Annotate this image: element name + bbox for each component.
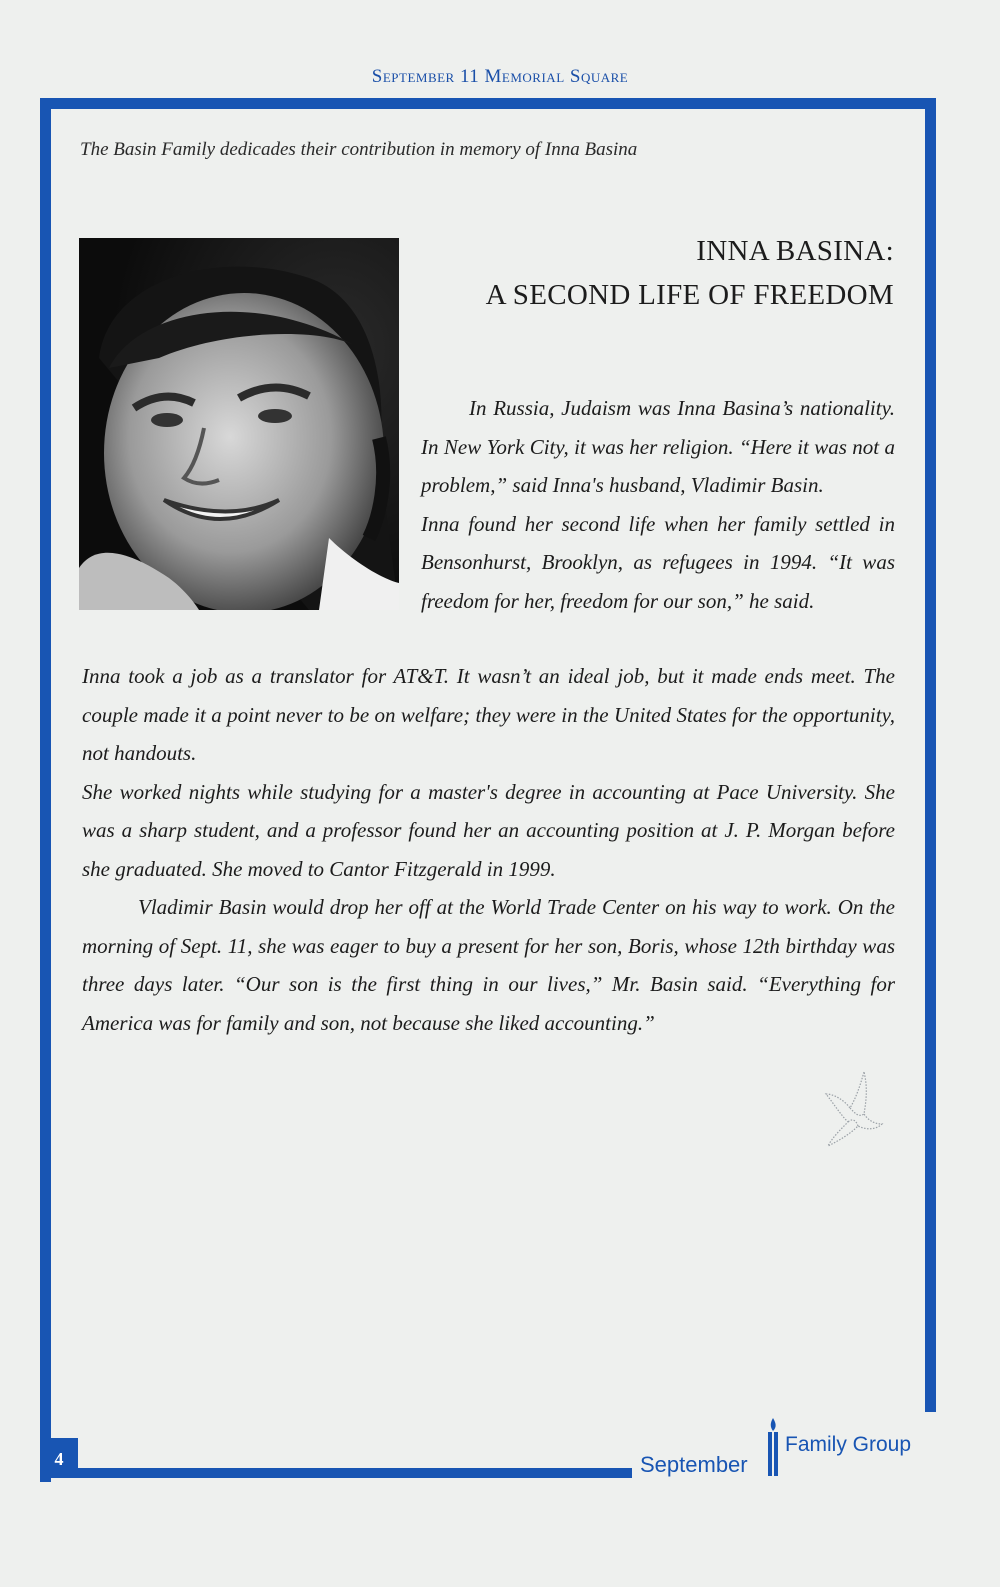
logo-family-group-text: Family Group <box>785 1433 912 1456</box>
page-number: 4 <box>40 1438 78 1478</box>
september-family-group-logo <box>640 1418 940 1484</box>
flame-mark-icon <box>766 1418 780 1476</box>
article-title <box>486 229 894 317</box>
paragraph-2: Inna found her second life when her family settled in Bensonhurst, Brooklyn, as refugees in 1994. “It was freedom for her, freedom for our son,” he said. <box>421 511 895 613</box>
article-column-full <box>82 657 895 1042</box>
title-line-2: A SECOND LIFE OF FREEDOM <box>485 279 894 311</box>
dove-icon <box>820 1068 886 1154</box>
paragraph-1: In Russia, Judaism was Inna Basina’s nationality. In New York City, it was her religion. “Here it was not a problem,” said Inna's husband, Vladimir Basin. <box>421 396 895 497</box>
title-line-1: INNA BASINA: <box>696 235 894 267</box>
paragraph-3: Inna took a job as a translator for AT&T. It wasn’t an ideal job, but it made ends meet. The couple made it a point never to be on welfare; they were in the United States for the opportunity, not handouts. <box>82 664 895 765</box>
dedication-line: The Basin Family dedicades their contribution in memory of Inna Basina <box>80 139 638 160</box>
article-column-right <box>421 389 895 620</box>
paragraph-4: She worked nights while studying for a master's degree in accounting at Pace University. She was a sharp student, and a professor found her an accounting position at J. P. Morgan before she graduated. She moved to Cantor Fitzgerald in 1999. <box>82 779 895 881</box>
logo-september-text: September <box>640 1452 748 1477</box>
paragraph-5: Vladimir Basin would drop her off at the World Trade Center on his way to work. On the morning of Sept. 11, she was eager to buy a present for her son, Boris, whose 12th birthday was three days later. “Our son is the first thing in our lives,” Mr. Basin said. “Everything for America was for family and son, not because she liked accounting.” <box>82 895 895 1035</box>
portrait-photo <box>79 238 399 610</box>
bottom-rule <box>40 1468 632 1478</box>
running-header: September 11 Memorial Square <box>371 66 629 87</box>
